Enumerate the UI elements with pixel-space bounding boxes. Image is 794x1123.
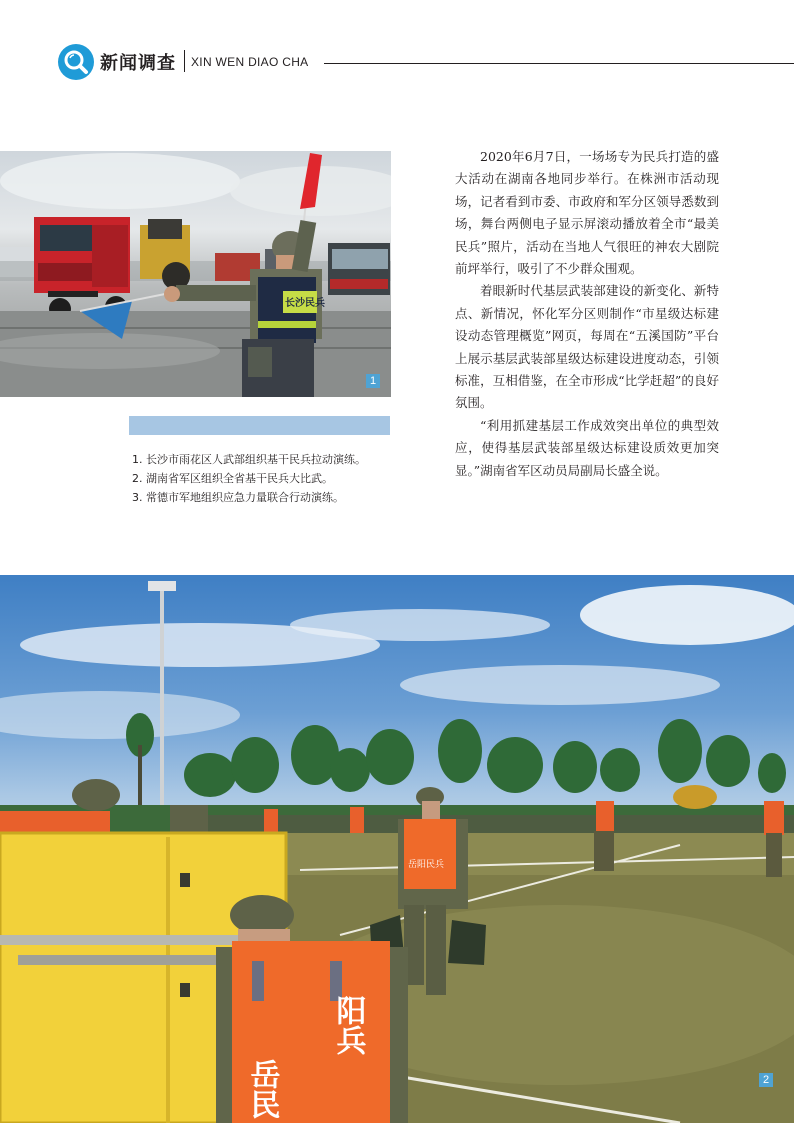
- caption-item: 2. 湖南省军区组织全省基干民兵大比武。: [132, 472, 333, 485]
- caption-item: 3. 常德市军地组织应急力量联合行动演练。: [132, 491, 344, 504]
- page-header: [0, 0, 794, 100]
- article-paragraph: 2020年6月7日，一场场专为民兵打造的盛大活动在湖南各地同步举行。在株洲市活动现场，记者看到市委、市政府和军分区领导悉数到场，舞台两侧电子显示屏滚动播放着全市“最美民兵”照片，活动在当地人气很旺的神农大剧院前坪举行，吸引了不少群众围观。: [455, 149, 719, 277]
- article-paragraph: “利用抓建基层工作成效突出单位的典型效应，使得基层武装部星级达标建设质效更加突显。”湖南省军区动员局副局长盛全说。: [455, 417, 719, 478]
- vest-text-right: 阳兵: [330, 995, 366, 1055]
- photo-militia-drill: [0, 151, 391, 397]
- search-icon: [58, 44, 94, 80]
- photo-militia-competition: [0, 575, 794, 1123]
- photo-captions: [132, 450, 432, 507]
- section-subtitle: XIN WEN DIAO CHA: [191, 55, 309, 69]
- section-title: 新闻调查: [100, 53, 176, 74]
- photo-number-badge: 1: [366, 374, 380, 388]
- header-rule: [324, 63, 794, 64]
- vest-text-left: 岳民: [244, 1059, 280, 1119]
- photo-number-badge: 2: [759, 1073, 773, 1087]
- caption-item: 1. 长沙市雨花区人武部组织基干民兵拉动演练。: [132, 453, 366, 466]
- caption-bar: [129, 416, 390, 435]
- header-divider: [184, 50, 185, 72]
- runner-vest-label: 岳阳民兵: [408, 860, 445, 870]
- article-paragraph: 着眼新时代基层武装部建设的新变化、新特点、新情况，怀化军分区则制作“市星级达标建设动态管理概览”网页，每周在“五溪国防”平台上展示基层武装部星级达标建设进度动态，引领标准，互相借鉴，在全市形成“比学赶超”的良好氛围。: [455, 283, 719, 411]
- article-body: [455, 146, 719, 482]
- vest-label: 长沙民兵: [285, 298, 325, 309]
